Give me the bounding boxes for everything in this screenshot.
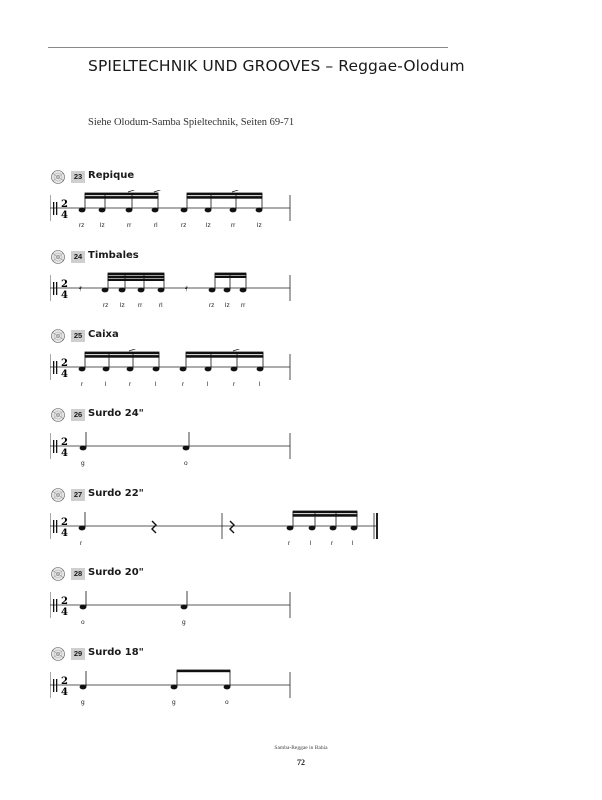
- section-timbales: [50, 250, 602, 328]
- syllable: o: [81, 619, 85, 626]
- syllable: g: [172, 699, 176, 706]
- track-number: 27: [71, 489, 85, 501]
- track-number: 29: [71, 648, 85, 660]
- syllable: l: [207, 381, 209, 388]
- track-number: 23: [71, 171, 85, 183]
- svg-text:4: 4: [61, 290, 68, 301]
- syllable: g: [81, 699, 85, 706]
- rhythm-staff: [50, 190, 602, 248]
- instrument-name: Caixa: [88, 329, 119, 340]
- rhythm-staff: [50, 270, 602, 328]
- syllable: lz: [206, 222, 211, 229]
- svg-text:2: 2: [61, 676, 68, 687]
- rhythm-staff: [50, 428, 602, 486]
- instrument-name: Repique: [88, 170, 135, 181]
- svg-text:2: 2: [61, 358, 68, 369]
- svg-text:2: 2: [61, 199, 68, 210]
- syllable: o: [225, 699, 229, 706]
- syllable: rz: [79, 222, 85, 229]
- svg-text:4: 4: [61, 210, 68, 221]
- syllable: rl: [154, 222, 158, 229]
- svg-text:𝄿: 𝄿: [79, 284, 82, 294]
- section-caixa: [50, 329, 602, 407]
- instrument-name: Surdo 20": [88, 567, 144, 578]
- syllable: r: [288, 540, 291, 547]
- syllable: lz: [225, 302, 230, 309]
- syllable: l: [105, 381, 107, 388]
- svg-text:2: 2: [61, 517, 68, 528]
- svg-text:4: 4: [61, 607, 68, 618]
- syllable: g: [81, 460, 85, 467]
- section-surdo-18: [50, 647, 602, 725]
- syllable: lz: [257, 222, 262, 229]
- instrument-name: Surdo 24": [88, 408, 144, 419]
- syllable: lz: [120, 302, 125, 309]
- syllable: r: [129, 381, 132, 388]
- svg-text:2: 2: [61, 596, 68, 607]
- syllable: l: [310, 540, 312, 547]
- page-subtitle: Siehe Olodum-Samba Spieltechnik, Seiten 69-71: [88, 117, 295, 128]
- page-title: SPIELTECHNIK UND GROOVES – Reggae-Olodum: [88, 57, 465, 75]
- svg-text:2: 2: [61, 279, 68, 290]
- syllable: lz: [100, 222, 105, 229]
- track-number: 24: [71, 251, 85, 263]
- syllable: rz: [103, 302, 109, 309]
- syllable: r: [331, 540, 334, 547]
- syllable: l: [352, 540, 354, 547]
- syllable: rr: [127, 222, 132, 229]
- syllable: rr: [231, 222, 236, 229]
- track-number: 28: [71, 568, 85, 580]
- track-number: 26: [71, 409, 85, 421]
- syllable: l: [155, 381, 157, 388]
- svg-text:4: 4: [61, 448, 68, 459]
- instrument-name: Surdo 18": [88, 647, 144, 658]
- rhythm-staff: [50, 508, 602, 566]
- syllable: l: [259, 381, 261, 388]
- syllable: r: [182, 381, 185, 388]
- syllable: rr: [241, 302, 246, 309]
- svg-text:𝄿: 𝄿: [185, 284, 188, 294]
- syllable: rz: [181, 222, 187, 229]
- rhythm-staff: [50, 667, 602, 725]
- section-surdo-20: [50, 567, 602, 645]
- rhythm-staff: [50, 349, 602, 407]
- syllable: g: [182, 619, 186, 626]
- instrument-name: Timbales: [88, 250, 139, 261]
- syllable: rz: [209, 302, 215, 309]
- syllable: r: [80, 540, 83, 547]
- svg-text:4: 4: [61, 687, 68, 698]
- svg-text:2: 2: [61, 437, 68, 448]
- track-number: 25: [71, 330, 85, 342]
- svg-text:4: 4: [61, 369, 68, 380]
- instrument-name: Surdo 22": [88, 488, 144, 499]
- section-surdo-22: [50, 488, 602, 566]
- syllable: r: [233, 381, 236, 388]
- footer-text: Samba-Reggae in Bahia: [274, 745, 328, 751]
- syllable: o: [184, 460, 188, 467]
- svg-text:4: 4: [61, 528, 68, 539]
- syllable: rl: [159, 302, 163, 309]
- rhythm-staff: [50, 587, 602, 645]
- section-repique: [50, 170, 602, 248]
- section-surdo-24: [50, 408, 602, 486]
- syllable: r: [81, 381, 84, 388]
- page-number: 72: [297, 758, 305, 767]
- header-rule: [48, 47, 448, 48]
- syllable: rr: [138, 302, 143, 309]
